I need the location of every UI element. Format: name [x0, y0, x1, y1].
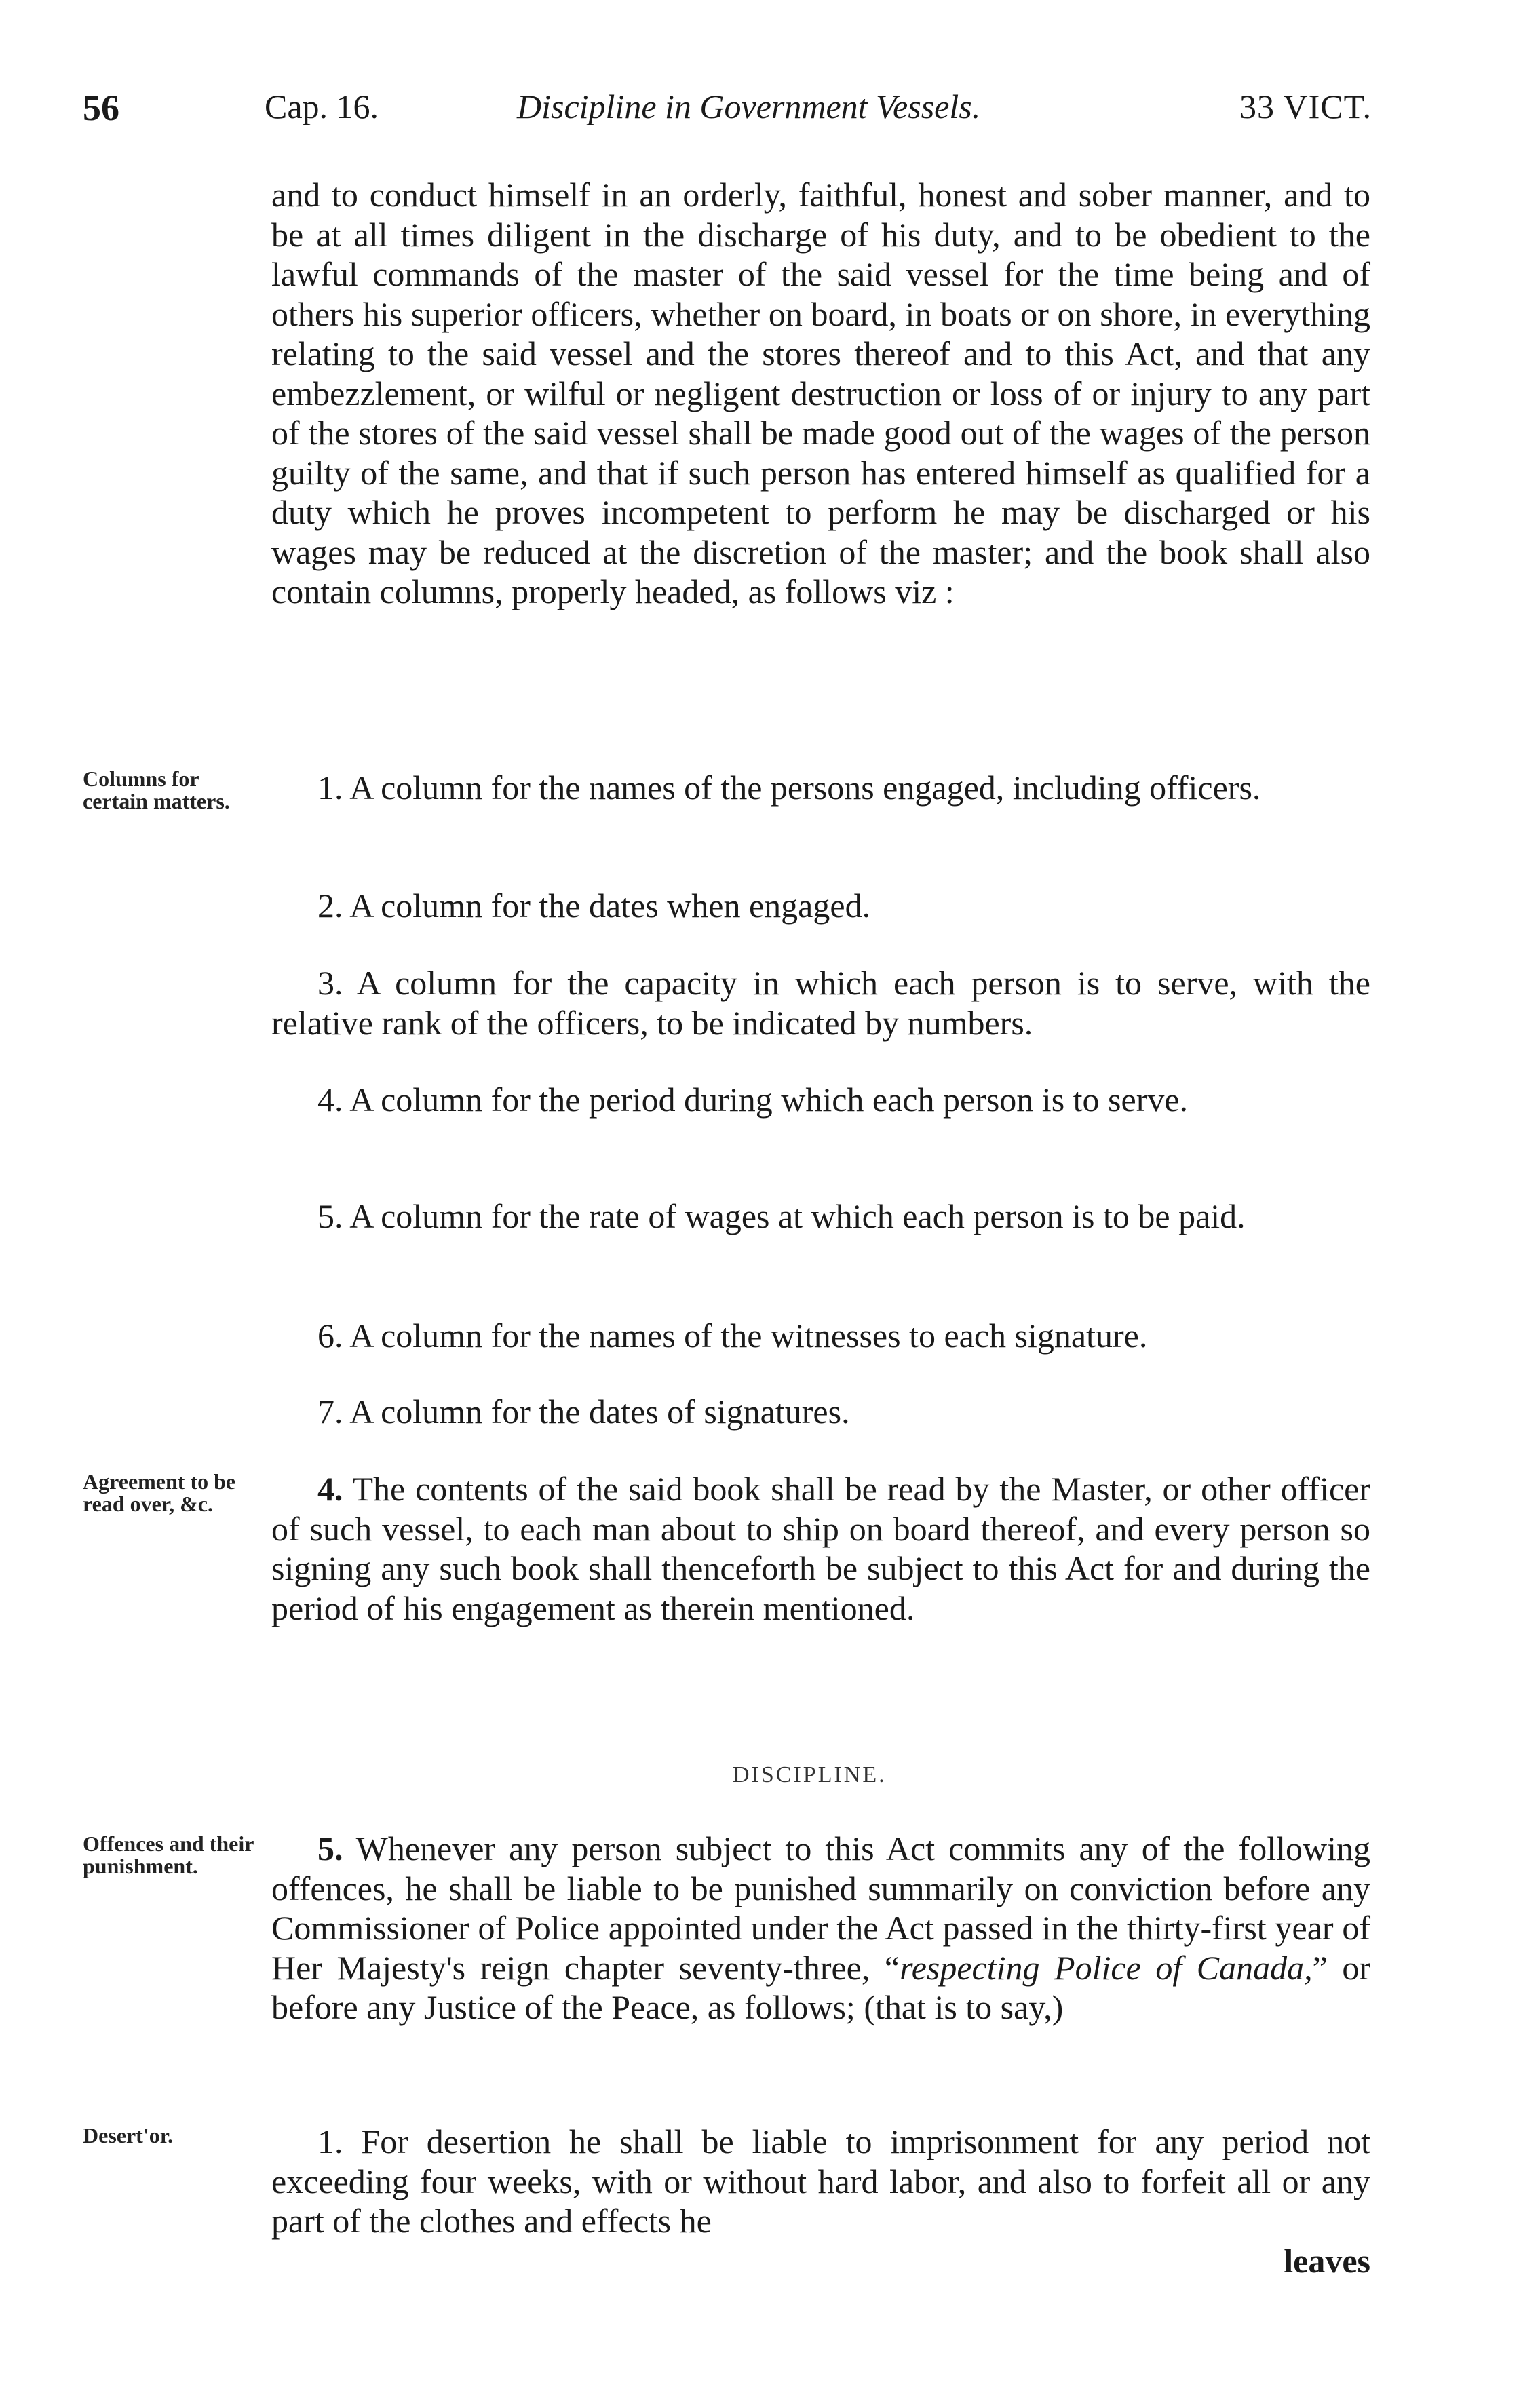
- margin-note-offences: Offences and their punishment.: [83, 1831, 254, 1878]
- columns-item-1: [271, 768, 1370, 808]
- catchword: leaves: [1284, 2242, 1370, 2280]
- list-item: 3. A column for the capacity in which each person is to serve, with the relative rank of the officers, to be indicated by numbers.: [271, 964, 1370, 1042]
- section-5: [271, 1829, 1370, 2027]
- section-text: Whenever any person subject to this Act commits any of the following offences, he shall be liable to be punished summarily on conviction before any Commissioner of Police appointed under the Act passed in the thirty-first year of Her Majesty's reign chapter seventy-three, “: [271, 1829, 1370, 1987]
- columns-item-7: [271, 1392, 1370, 1432]
- desertion-clause-block: [271, 2122, 1370, 2241]
- columns-item-3: [271, 963, 1370, 1043]
- list-item: 7. A column for the dates of signatures.: [317, 1393, 850, 1431]
- margin-note-agreement: Agreement to be read over, &c.: [83, 1469, 236, 1516]
- section-text: The contents of the said book shall be read by the Master, or other officer of such vessel, to each man about to ship on board thereof, and every person so signing any such book shall thenceforth be subject to this Act for and during the period of his engagement as therein mentioned.: [271, 1470, 1370, 1627]
- opening-paragraph: and to conduct himself in an orderly, faithful, honest and sober manner, and to be at all times diligent in the discharge of his duty, and to be obedient to the lawful commands of the master of the said vessel for the time being and of others his superior officers, whether on board, in boats or on shore, in everything relating to the said vessel and the stores thereof and to this Act, and that any embezzlement, or wilful or negligent destruction or loss of or injury to any part of the stores of the said vessel shall be made good out of the wages of the person guilty of the same, and that if such person has entered himself as qualified for a duty which he proves incompetent to perform he may be discharged or his wages may be reduced at the discretion of the master; and the book shall also contain columns, properly headed, as follows viz :: [271, 176, 1370, 610]
- columns-item-4: [271, 1080, 1370, 1120]
- opening-paragraph-block: [271, 175, 1370, 612]
- running-header: [83, 87, 1372, 141]
- reign-label: 33 VICT.: [1239, 88, 1372, 125]
- margin-note-desertion: Desert'or.: [83, 2123, 173, 2148]
- section-number: 4.: [317, 1470, 343, 1508]
- list-item: 5. A column for the rate of wages at which each person is to be paid.: [317, 1197, 1246, 1235]
- margin-note-columns: Columns for certain matters.: [83, 766, 230, 813]
- columns-item-2: [271, 886, 1370, 926]
- columns-item-5: [271, 1197, 1370, 1237]
- desertion-clause: 1. For desertion he shall be liable to imprisonment for any period not exceeding four weeks, with or without hard labor, and also to forfeit all or any part of the clothes and effects he: [271, 2122, 1370, 2240]
- list-item: 2. A column for the dates when engaged.: [317, 887, 871, 925]
- act-title: respecting Police of Canada,: [900, 1948, 1313, 1987]
- list-item: 4. A column for the period during which each person is to serve.: [317, 1081, 1189, 1119]
- list-item: 6. A column for the names of the witnesses to each signature.: [317, 1317, 1148, 1355]
- running-title: Discipline in Government Vessels.: [517, 88, 981, 125]
- section-number: 5.: [317, 1829, 343, 1867]
- section-heading: DISCIPLINE.: [733, 1762, 887, 1787]
- section-4: [271, 1469, 1370, 1628]
- columns-item-6: [271, 1316, 1370, 1356]
- list-item: 1. A column for the names of the persons engaged, including officers.: [317, 769, 1261, 807]
- page-number: 56: [83, 88, 119, 128]
- section-text-end: ” or before any Justice of the Peace, as follows; (that is to say,): [271, 1948, 1370, 2026]
- chapter-label: Cap. 16.: [265, 88, 379, 125]
